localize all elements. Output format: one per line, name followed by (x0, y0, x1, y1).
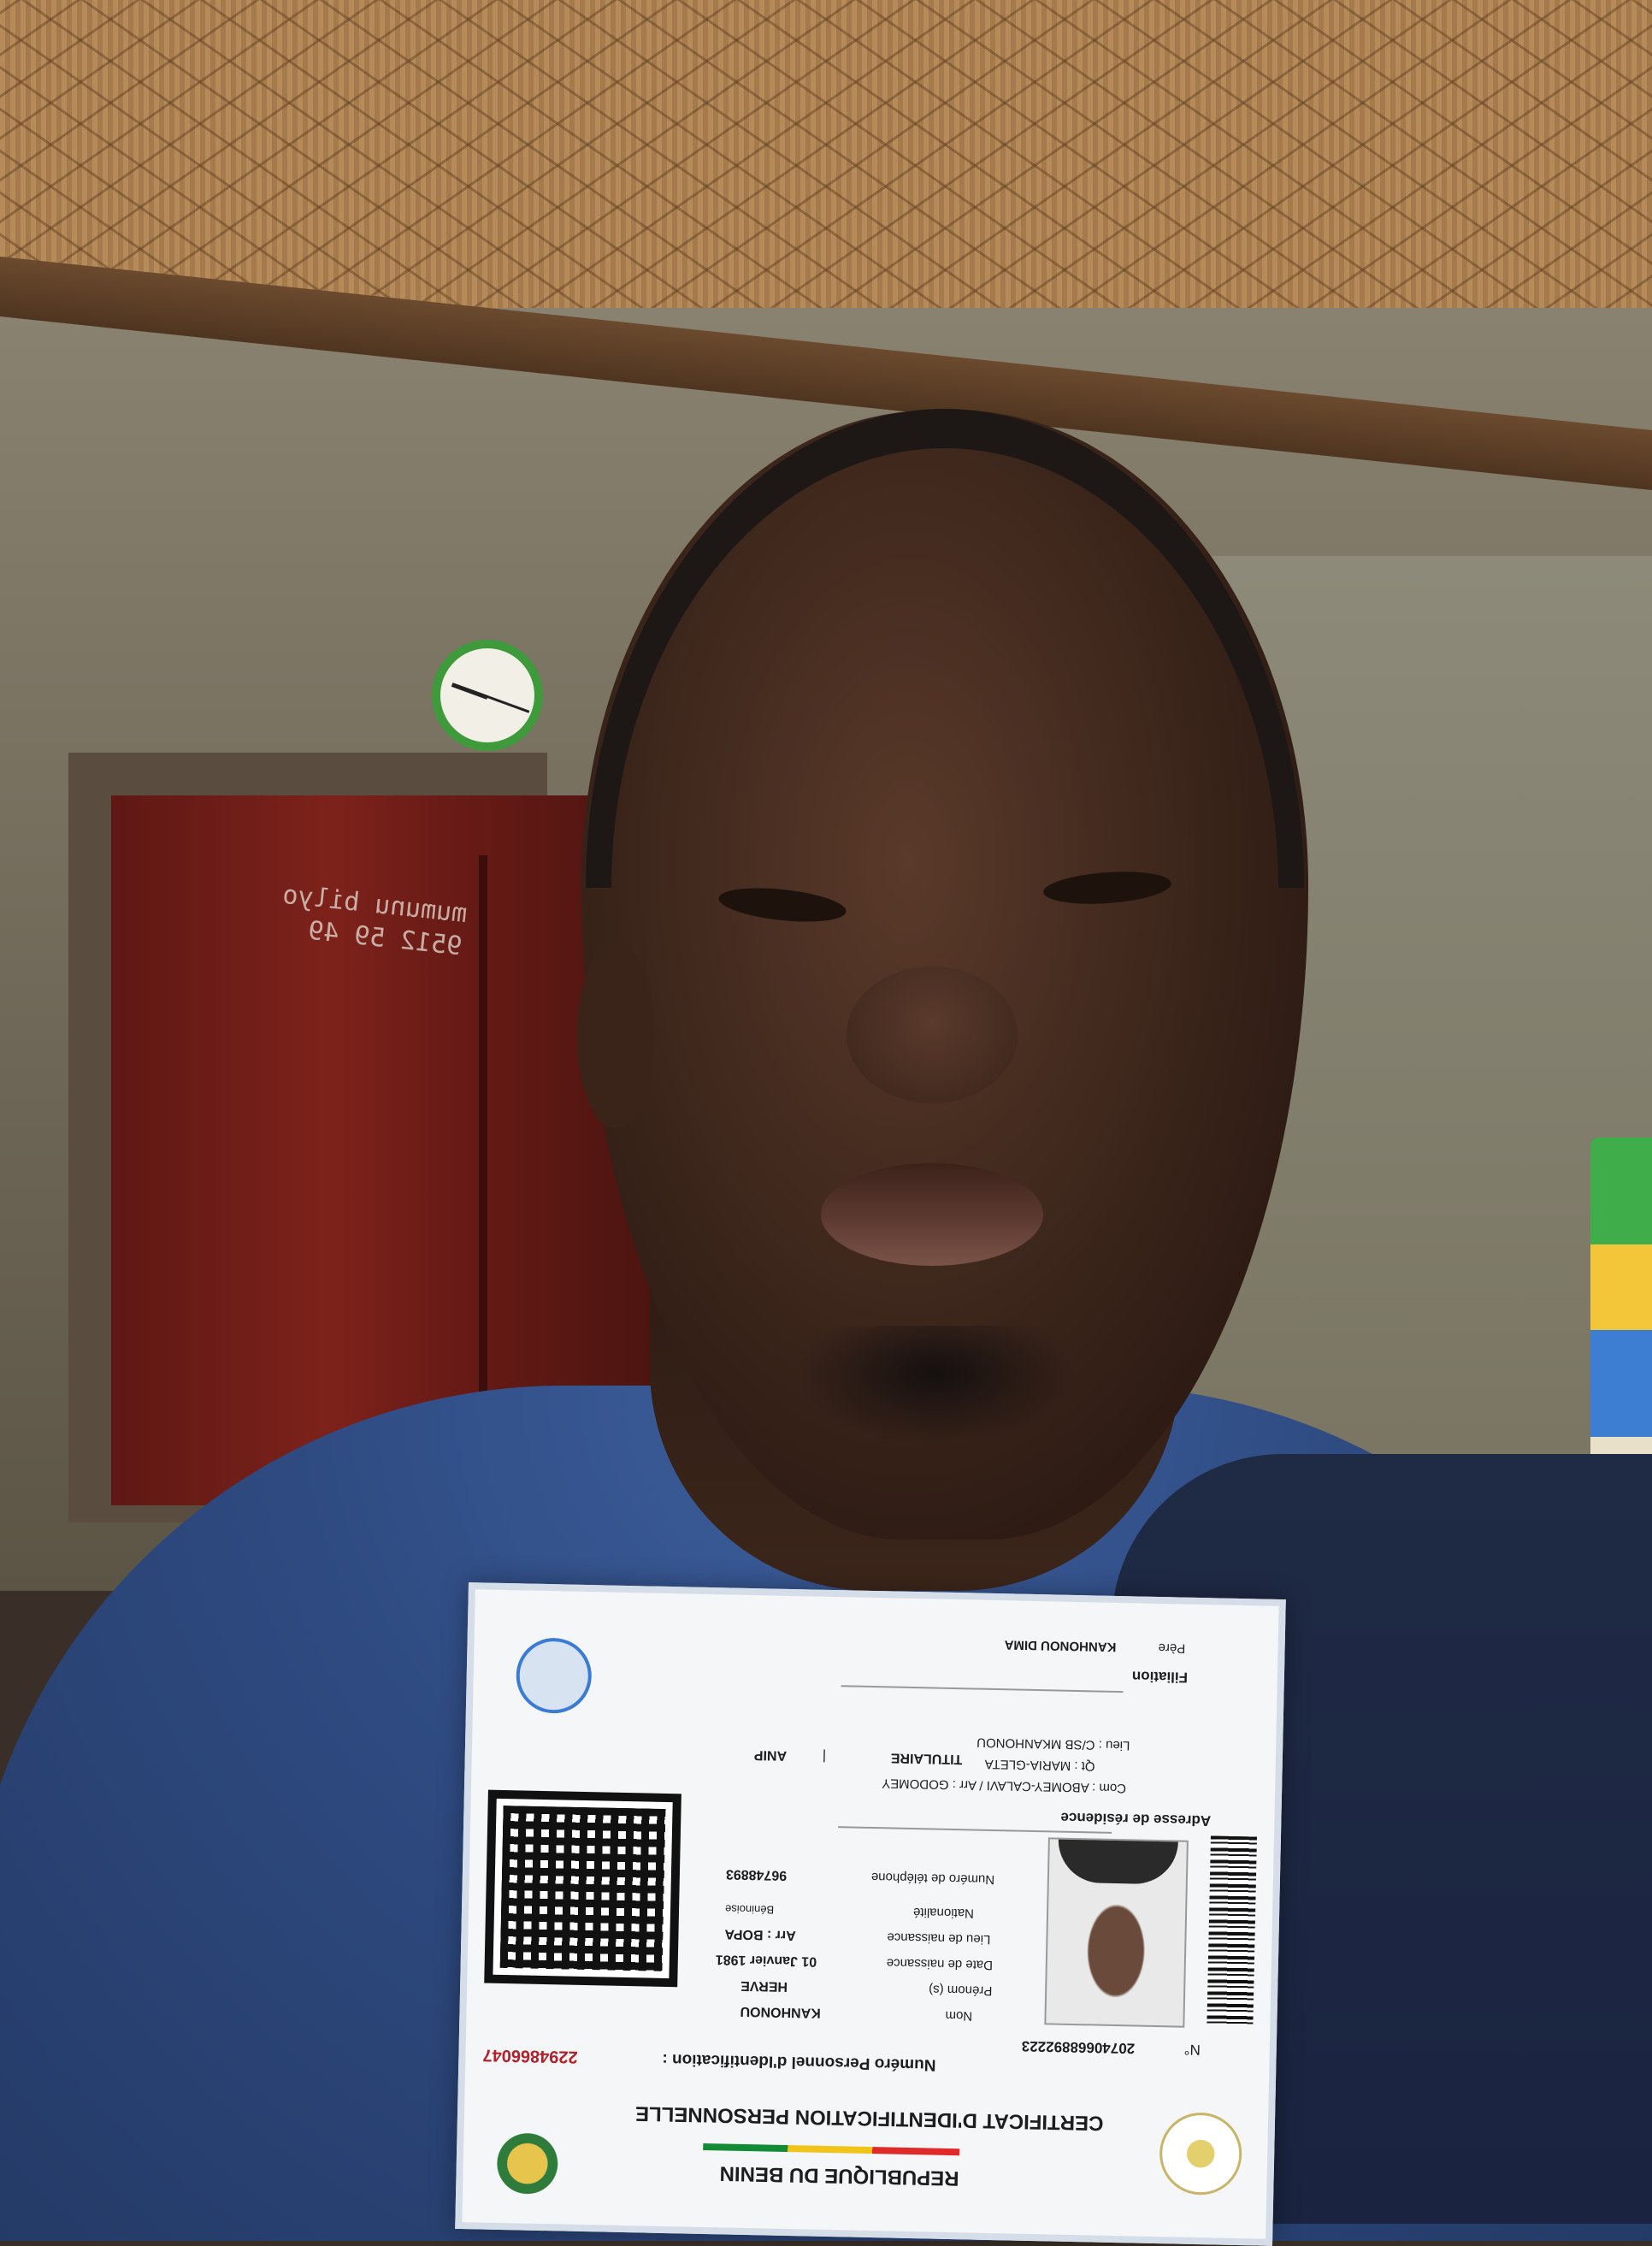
residence-com: Com : ABOMEY-CALAVI / Arr : GODOMEY (882, 1776, 1127, 1796)
nose (847, 966, 1018, 1103)
prenom-label: Prénom (s) (928, 1982, 993, 1998)
lieu-value: Arr : BOPA (724, 1926, 796, 1943)
npi-value: 2294866047 (482, 2045, 578, 2066)
residence-qt: Qt : MARIA-GLETA (984, 1756, 1095, 1774)
pere-label: Père (1158, 1640, 1186, 1656)
residence-label: Adresse de résidence (1060, 1809, 1212, 1829)
lips (821, 1163, 1043, 1266)
left-eye (717, 883, 848, 926)
door-writing-line1: mumunu bilyo (280, 879, 469, 930)
card-title: CERTIFICAT D'IDENTIFICATION PERSONNELLE (634, 2101, 1104, 2135)
card-number-label: N° (1183, 2041, 1201, 2059)
tel-label: Numéro de téléphone (870, 1870, 995, 1888)
residence-rule (838, 1826, 1112, 1834)
pere-value: KANHONOU DIMA (1004, 1637, 1117, 1654)
npi-label: Numéro Personnel d'Identification : (662, 2049, 936, 2074)
nom-value: KANHONOU (740, 2003, 821, 2020)
clock-hour-hand (451, 683, 488, 700)
titulaire-label: TITULAIRE (890, 1750, 963, 1767)
residence-lieu: Lieu : C/SB MKANHONOU (976, 1735, 1130, 1753)
date-label: Date de naissance (886, 1955, 994, 1973)
card-number: 20740668892223 (1021, 2037, 1136, 2057)
card-country: REPUBLIQUE DU BENIN (719, 2161, 959, 2190)
anip-seal-icon (1159, 2112, 1242, 2196)
chin-beard (795, 1326, 1077, 1445)
left-ear (577, 941, 654, 1129)
date-value: 01 Janvier 1981 (715, 1952, 817, 1969)
vertical-barcode (1207, 1835, 1257, 2024)
wall-clock (432, 640, 543, 751)
photo-shoulders (1058, 1840, 1178, 1885)
door-writing-line2: 9512 59 49 (306, 915, 463, 962)
nationalite-value: Béninoise (724, 1902, 775, 1917)
anip-stamp-icon (516, 1637, 593, 1714)
nom-label: Nom (945, 2007, 973, 2024)
footer-separator: | (822, 1748, 827, 1764)
qr-code (493, 1799, 672, 1978)
anip-label: ANIP (753, 1747, 788, 1763)
clock-minute-hand (487, 695, 529, 713)
flag-stripe (703, 2143, 959, 2155)
holder-photo (1044, 1837, 1189, 2027)
id-certificate-card (455, 1582, 1286, 2246)
filiation-rule (841, 1685, 1124, 1693)
benin-coat-of-arms-icon (480, 2116, 575, 2212)
filiation-label: Filiation (1131, 1668, 1189, 1686)
lieu-label: Lieu de naissance (887, 1930, 991, 1947)
nationalite-label: Nationalité (912, 1905, 975, 1921)
prenom-value: HERVE (740, 1977, 788, 1994)
tel-value: 96748893 (725, 1866, 788, 1883)
